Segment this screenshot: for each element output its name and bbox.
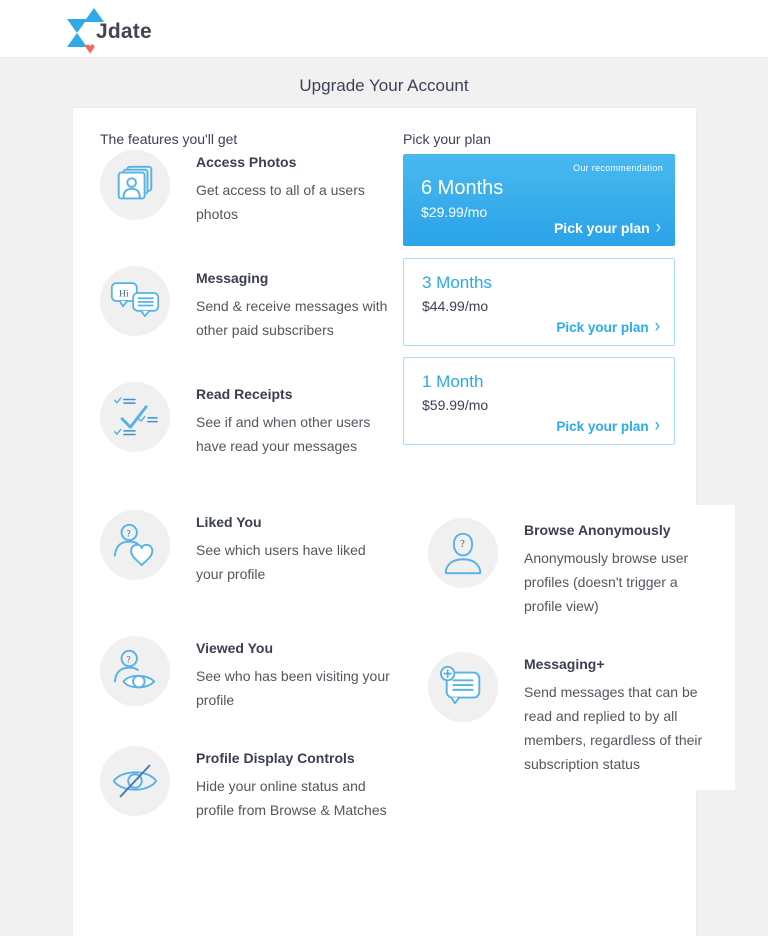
pick-plan-label: Pick your plan <box>556 319 649 335</box>
checkmarks-icon <box>100 382 170 452</box>
feature-description: Send & receive messages with other paid subscribers <box>196 298 388 338</box>
pick-plan-button[interactable] <box>553 217 661 238</box>
plan-price: $29.99/mo <box>421 204 488 220</box>
plan-duration: 6 Months <box>421 177 504 199</box>
hi-text: Hi <box>118 288 129 300</box>
page-title: Upgrade Your Account <box>299 76 469 95</box>
feature-description: See which users have liked your profile <box>196 542 366 582</box>
photos-icon <box>100 150 170 220</box>
feature-description: Send messages that can be read and replied to by all members, regardless of their subscription status <box>524 684 703 772</box>
feature-title: Profile Display Controls <box>196 750 355 766</box>
chat-bubbles-icon <box>100 266 170 336</box>
feature-description: Hide your online status and profile from Browse & Matches <box>196 778 387 818</box>
pick-plan-label: Pick your plan <box>556 418 649 434</box>
top-bar <box>0 0 768 58</box>
plan-duration: 1 Month <box>422 372 484 391</box>
chevron-right-icon: › <box>655 217 661 238</box>
feature-title: Read Receipts <box>196 386 293 402</box>
anonymous-person-icon <box>428 518 498 588</box>
plan-card-6-months[interactable] <box>403 154 675 246</box>
question-mark: ? <box>126 528 131 540</box>
feature-description: Get access to all of a users photos <box>196 182 365 222</box>
plan-card-3-months[interactable] <box>403 258 675 346</box>
recommendation-badge: Our recommendation <box>573 163 663 173</box>
feature-title: Liked You <box>196 514 262 530</box>
heart-icon: ♥ <box>85 39 96 58</box>
pick-plan-button[interactable] <box>556 316 660 337</box>
feature-description: See who has been visiting your profile <box>196 668 390 708</box>
feature-title: Messaging <box>196 270 269 286</box>
features-header: The features you'll get <box>100 131 238 147</box>
eye-slash-icon <box>100 746 170 816</box>
chat-plus-icon <box>428 652 498 722</box>
person-heart-icon <box>100 510 170 580</box>
pick-plan-label: Pick your plan <box>553 220 650 236</box>
jdate-logo[interactable] <box>62 3 172 57</box>
feature-title: Browse Anonymously <box>524 522 671 538</box>
chevron-right-icon: › <box>654 316 660 337</box>
feature-title: Viewed You <box>196 640 274 656</box>
feature-description: See if and when other users have read your messages <box>196 414 371 454</box>
brand-name: Jdate <box>96 20 152 43</box>
plan-card-1-month[interactable] <box>403 357 675 445</box>
pick-plan-button[interactable] <box>556 415 660 436</box>
feature-title: Access Photos <box>196 154 297 170</box>
person-eye-icon <box>100 636 170 706</box>
plan-duration: 3 Months <box>422 273 492 292</box>
plan-price: $59.99/mo <box>422 397 489 413</box>
feature-title: Messaging+ <box>524 656 605 672</box>
feature-description: Anonymously browse user profiles (doesn't trigger a profile view) <box>524 550 689 614</box>
plans-header: Pick your plan <box>403 131 491 147</box>
chevron-right-icon: › <box>654 415 660 436</box>
question-mark: ? <box>460 539 465 551</box>
plan-price: $44.99/mo <box>422 298 489 314</box>
question-mark: ? <box>126 654 131 666</box>
